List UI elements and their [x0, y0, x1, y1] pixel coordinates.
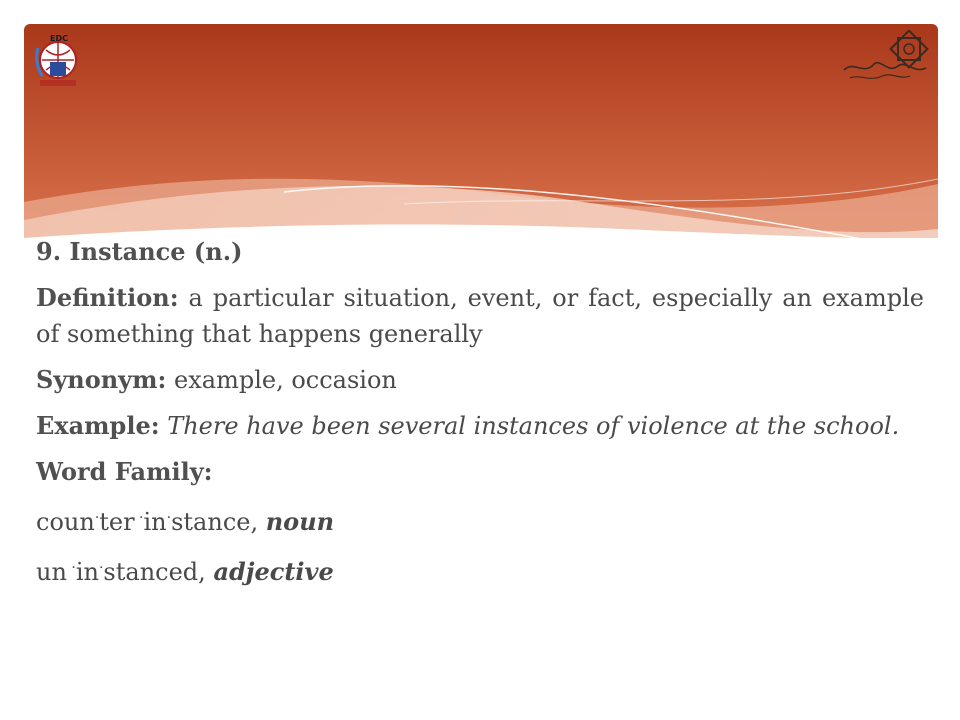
definition — [36, 280, 924, 352]
syllable: in — [75, 558, 99, 586]
synonym-text: example, occasion — [174, 366, 397, 394]
syllable: in — [143, 508, 167, 536]
part-of-speech: adjective — [213, 557, 334, 586]
synonym — [36, 362, 924, 398]
entry-heading: 9. Instance (n.) — [36, 237, 243, 266]
word-family-item-adjective: un ·in·stanced, adjective — [36, 557, 334, 586]
syllable: stance, — [171, 508, 259, 536]
example-label: Example: — [36, 411, 160, 440]
part-of-speech: noun — [265, 507, 335, 536]
example-text: There have been several instances of violence at the school. — [167, 412, 900, 440]
edc-logo — [32, 32, 80, 94]
word-family-item-noun: coun·ter ·in·stance, noun — [36, 507, 335, 536]
university-seal-logo — [840, 30, 932, 88]
syllable: stanced, — [103, 558, 206, 586]
svg-text:EDC: EDC — [50, 34, 68, 43]
banner-background — [24, 24, 938, 264]
syllable: ter — [99, 508, 135, 536]
header-banner — [24, 24, 938, 264]
example — [36, 408, 924, 444]
synonym-label: Synonym: — [36, 365, 167, 394]
syllable: coun — [36, 508, 95, 536]
word-family-label: Word Family: — [36, 457, 213, 486]
definition-text: a particular situation, event, or fact, especially an example of something that happens generally — [36, 284, 924, 348]
vocabulary-entry — [36, 234, 924, 590]
syllable: un — [36, 558, 67, 586]
definition-label: Definition: — [36, 283, 179, 312]
